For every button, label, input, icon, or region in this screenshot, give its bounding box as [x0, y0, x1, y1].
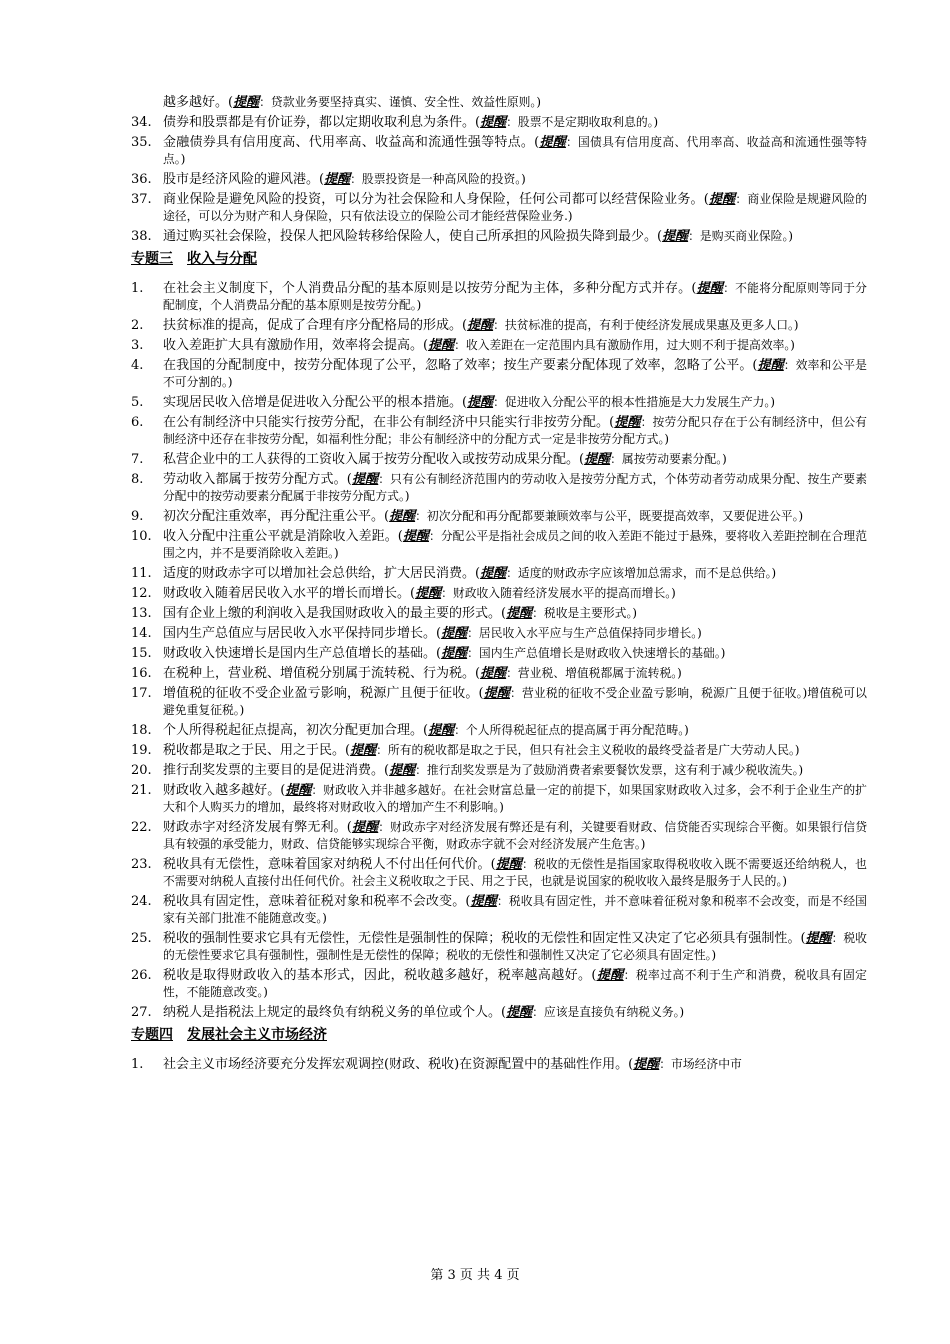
tip-text: ：营业税、增值税都属于流转税。) [506, 666, 682, 680]
item-text: 税收都是取之于民、用之于民。( [163, 743, 351, 758]
item-text: 收入分配中注重公平就是消除收入差距。( [163, 529, 403, 544]
page-footer: 第 3 页 共 4 页 [430, 1268, 520, 1283]
list-item [131, 782, 867, 816]
list-item [131, 280, 867, 314]
list-item [131, 228, 867, 245]
list-item [131, 451, 867, 468]
tip-text: ：按劳分配只存在于公有制经济中，但公有制经济中还存在非按劳分配，如福利性分配；非公有制经济中的分配方式一定是非按劳分配方式。) [163, 415, 867, 446]
tip-text: ：财政赤字对经济发展有弊还是有利，关键要看财政、信贷能否实现综合平衡。如果银行信贷具有较强的承受能力，财政、信贷能够实现综合平衡，财政赤字就不会对经济发展产生危害。) [163, 820, 867, 851]
list-item [131, 856, 867, 890]
tip-text: ：居民收入水平应与生产总值保持同步增长。) [467, 626, 702, 640]
tip-label: 提醒 [350, 743, 377, 758]
item-text: 收入差距扩大具有激励作用，效率将会提高。( [163, 338, 429, 353]
item-number: 11. [131, 566, 152, 581]
tip-text: ：属按劳动要素分配。) [610, 452, 727, 466]
item-text: 债券和股票都是有价证券，都以定期收取利息为条件。( [163, 115, 481, 130]
item-text: 增值税的征收不受企业盈亏影响，税源广且便于征收。( [163, 686, 484, 701]
tip-text: ：税率过高不利于生产和消费，税收具有固定性，不能随意改变。) [163, 968, 867, 999]
item-text: 社会主义市场经济要充分发挥宏观调控(财政、税收)在资源配置中的基础性作用。( [163, 1057, 634, 1072]
item-text: 个人所得税起征点提高，初次分配更加合理。( [163, 723, 429, 738]
tip-label: 提醒 [539, 135, 566, 150]
item-text: 税收具有无偿性，意味着国家对纳税人不付出任何代价。( [163, 857, 496, 872]
list-item [131, 414, 867, 448]
tip-label: 提醒 [495, 857, 522, 872]
item-text: 推行刮奖发票的主要目的是促进消费。( [163, 763, 390, 778]
item-text: 税收具有固定性，意味着征税对象和税率不会改变。( [163, 894, 471, 909]
list-section-2 [131, 114, 867, 245]
list-item [131, 357, 867, 391]
list-item [131, 394, 867, 411]
list-section-4 [131, 1056, 867, 1073]
list-item [131, 1004, 867, 1021]
tip-text: ：贷款业务要坚持真实、谨慎、安全性、效益性原则。) [259, 95, 541, 109]
item-text: 适度的财政赤字可以增加社会总供给，扩大居民消费。( [163, 566, 481, 581]
section-title: 发展社会主义市场经济 [187, 1027, 327, 1043]
tip-text: ：适度的财政赤字应该增加总需求，而不是总供给。) [506, 566, 777, 580]
tip-label: 提醒 [233, 95, 260, 110]
tip-label: 提醒 [324, 172, 351, 187]
item-number: 25. [131, 931, 152, 946]
item-number: 5. [131, 395, 144, 410]
tip-label: 提醒 [662, 229, 689, 244]
item-text: 财政赤字对经济发展有弊无利。( [163, 820, 352, 835]
item-text: 通过购买社会保险，投保人把风险转移给保险人，使自己所承担的风险损失降到最少。( [163, 229, 663, 244]
item-number: 7. [131, 452, 144, 467]
tip-text: ：市场经济中市 [659, 1057, 742, 1071]
list-item [131, 1056, 867, 1073]
tip-text: ：应该是直接负有纳税义务。) [532, 1005, 685, 1019]
list-item [131, 625, 867, 642]
item-number: 35. [131, 135, 152, 150]
tip-text: ：税收的无偿性是指国家取得税收收入既不需要返还给纳税人，也不需要对纳税人直接付出任何代价。社会主义税收取之于民、用之于民，也就是说国家的税收收入最终是服务于人民的。) [163, 857, 867, 888]
list-item [131, 565, 867, 582]
tip-text: ：股票投资是一种高风险的投资。) [350, 172, 526, 186]
tip-label: 提醒 [757, 358, 784, 373]
tip-text: ：税收是主要形式。) [532, 606, 637, 620]
list-item [131, 171, 867, 188]
item-number: 20. [131, 763, 152, 778]
item-text: 劳动收入都属于按劳分配方式。( [163, 472, 352, 487]
list-item [131, 191, 867, 225]
tip-text: ：促进收入分配公平的根本性措施是大力发展生产力。) [493, 395, 775, 409]
tip-label: 提醒 [483, 686, 510, 701]
item-number: 16. [131, 666, 152, 681]
item-number: 15. [131, 646, 152, 661]
list-item [131, 585, 867, 602]
tip-text: ：推行刮奖发票是为了鼓励消费者索要餐饮发票，这有利于减少税收流失。) [415, 763, 804, 777]
tip-label: 提醒 [441, 626, 468, 641]
tip-text: ：不能将分配原则等同于分配制度，个人消费品分配的基本原则是按劳分配。) [163, 281, 867, 312]
tip-text: ：所有的税收都是取之于民，但只有社会主义税收的最终受益者是广大劳动人民。) [376, 743, 800, 757]
tip-text: ：财政收入随着经济发展水平的提高而增长。) [441, 586, 676, 600]
tip-label: 提醒 [696, 281, 724, 296]
item-text: 在我国的分配制度中，按劳分配体现了公平，忽略了效率；按生产要素分配体现了效率，忽略了公平。( [163, 358, 758, 373]
continued-line [131, 94, 867, 111]
item-number: 3. [131, 338, 144, 353]
item-number: 9. [131, 509, 144, 524]
item-text: 股市是经济风险的避风港。( [163, 172, 325, 187]
item-text: 纳税人是指税法上规定的最终负有纳税义务的单位或个人。( [163, 1005, 507, 1020]
tip-text: ：营业税的征收不受企业盈亏影响，税源广且便于征收。)增值税可以避免重复征税。) [163, 686, 867, 717]
item-number: 26. [131, 968, 152, 983]
list-item [131, 114, 867, 131]
item-number: 24. [131, 894, 152, 909]
item-number: 13. [131, 606, 152, 621]
tip-label: 提醒 [467, 318, 494, 333]
tip-text: ：商业保险是规避风险的途径，可以分为财产和人身保险，只有依法设立的保险公司才能经营保险业务.) [163, 192, 867, 223]
item-number: 4. [131, 358, 144, 373]
tip-text: ：财政收入并非越多越好。在社会财富总量一定的前提下，如果国家财政收入过多，会不利于企业生产的扩大和个人购买力的增加，最终将对财政收入的增加产生不利影响。) [163, 783, 867, 814]
tip-label: 提醒 [351, 472, 379, 487]
page-content [131, 94, 867, 1073]
tip-text: ：股票不是定期收取利息的。) [506, 115, 659, 129]
list-item [131, 762, 867, 779]
list-item [131, 819, 867, 853]
tip-label: 提醒 [506, 606, 533, 621]
item-number: 14. [131, 626, 152, 641]
tip-label: 提醒 [441, 646, 468, 661]
list-item [131, 930, 867, 964]
tip-label: 提醒 [596, 968, 624, 983]
item-number: 27. [131, 1005, 152, 1020]
item-text: 商业保险是避免风险的投资，可以分为社会保险和人身保险，任何公司都可以经营保险业务。( [163, 192, 709, 207]
list-item [131, 528, 867, 562]
tip-text: ：分配公平是指社会成员之间的收入差距不能过于悬殊，要将收入差距控制在合理范围之内，并不是要消除收入差距。) [163, 529, 867, 560]
item-text: 初次分配注重效率，再分配注重公平。( [163, 509, 390, 524]
tip-text: ：只有公有制经济范围内的劳动收入是按劳分配方式，个体劳动者劳动成果分配、按生产要素分配中的按劳动要素分配属于非按劳分配方式。) [163, 472, 867, 503]
item-number: 36. [131, 172, 152, 187]
item-number: 19. [131, 743, 152, 758]
list-item [131, 508, 867, 525]
list-item [131, 665, 867, 682]
item-number: 37. [131, 192, 152, 207]
tip-label: 提醒 [389, 763, 416, 778]
item-number: 1. [131, 1057, 144, 1072]
section-heading-3 [131, 250, 867, 268]
tip-label: 提醒 [415, 586, 442, 601]
item-number: 6. [131, 415, 144, 430]
tip-label: 提醒 [389, 509, 416, 524]
item-text: 金融债券具有信用度高、代用率高、收益高和流通性强等特点。( [163, 135, 540, 150]
item-number: 18. [131, 723, 152, 738]
item-number: 2. [131, 318, 144, 333]
section-title: 收入与分配 [187, 251, 257, 267]
section-label: 专题三 [131, 251, 173, 267]
tip-label: 提醒 [614, 415, 641, 430]
tip-text: ：税收的无偿性要求它具有强制性，强制性是无偿性的保障；税收的无偿性和强制性又决定了它必须具有固定性。) [163, 931, 867, 962]
item-text: 实现居民收入倍增是促进收入分配公平的根本措施。( [163, 395, 468, 410]
item-number: 38. [131, 229, 152, 244]
item-number: 34. [131, 115, 152, 130]
tip-label: 提醒 [480, 566, 507, 581]
list-item [131, 471, 867, 505]
tip-label: 提醒 [584, 452, 611, 467]
tip-text: ：是购买商业保险。) [688, 229, 793, 243]
tip-label: 提醒 [467, 395, 494, 410]
item-text: 在公有制经济中只能实行按劳分配，在非公有制经济中只能实行非按劳分配。( [163, 415, 615, 430]
item-number: 17. [131, 686, 152, 701]
section-heading-4 [131, 1026, 867, 1044]
tip-label: 提醒 [708, 192, 736, 207]
tip-text: ：个人所得税起征点的提高属于再分配范畴。) [454, 723, 689, 737]
section-label: 专题四 [131, 1027, 173, 1043]
tip-text: ：扶贫标准的提高，有利于使经济发展成果惠及更多人口。) [493, 318, 799, 332]
list-item [131, 605, 867, 622]
item-number: 12. [131, 586, 152, 601]
list-item [131, 967, 867, 1001]
item-text: 税收是取得财政收入的基本形式，因此，税收越多越好，税率越高越好。( [163, 968, 597, 983]
tip-label: 提醒 [470, 894, 497, 909]
tip-label: 提醒 [480, 115, 507, 130]
list-item [131, 645, 867, 662]
tip-label: 提醒 [506, 1005, 533, 1020]
tip-text: ：国债具有信用度高、代用率高、收益高和流通性强等特点。) [163, 135, 867, 166]
list-section-3 [131, 280, 867, 1021]
item-text: 税收的强制性要求它具有无偿性，无偿性是强制性的保障；税收的无偿性和固定性又决定了它必须具有强制性。( [163, 931, 806, 946]
item-number: 22. [131, 820, 152, 835]
item-text: 国内生产总值应与居民收入水平保持同步增长。( [163, 626, 442, 641]
list-item [131, 685, 867, 719]
tip-label: 提醒 [285, 783, 312, 798]
list-item [131, 742, 867, 759]
tip-text: ：初次分配和再分配都要兼顾效率与公平，既要提高效率，又要促进公平。) [415, 509, 804, 523]
item-text: 国有企业上缴的利润收入是我国财政收入的最主要的形式。( [163, 606, 507, 621]
item-number: 10. [131, 529, 152, 544]
tip-label: 提醒 [633, 1057, 660, 1072]
tip-text: ：国内生产总值增长是财政收入快速增长的基础。) [467, 646, 726, 660]
list-item [131, 337, 867, 354]
item-number: 1. [131, 281, 144, 296]
tip-label: 提醒 [428, 338, 455, 353]
list-item [131, 134, 867, 168]
tip-text: ：税收具有固定性，并不意味着征税对象和税率不会改变，而是不经国家有关部门批准不能随意改变。) [163, 894, 867, 925]
item-text: 在社会主义制度下，个人消费品分配的基本原则是以按劳分配为主体，多种分配方式并存。( [163, 281, 697, 296]
item-text: 财政收入越多越好。( [163, 783, 286, 798]
item-text: 私营企业中的工人获得的工资收入属于按劳分配收入或按劳动成果分配。( [163, 452, 585, 467]
continued-text: 越多越好。( [163, 95, 234, 110]
tip-label: 提醒 [428, 723, 455, 738]
item-text: 财政收入快速增长是国内生产总值增长的基础。( [163, 646, 442, 661]
tip-text: ：效率和公平是不可分割的。) [163, 358, 867, 389]
list-item [131, 893, 867, 927]
item-text: 在税种上，营业税、增值税分别属于流转税、行为税。( [163, 666, 481, 681]
list-item [131, 722, 867, 739]
list-item [131, 317, 867, 334]
tip-label: 提醒 [805, 931, 832, 946]
item-text: 扶贫标准的提高，促成了合理有序分配格局的形成。( [163, 318, 468, 333]
tip-label: 提醒 [351, 820, 379, 835]
item-number: 23. [131, 857, 152, 872]
tip-label: 提醒 [402, 529, 429, 544]
tip-label: 提醒 [480, 666, 507, 681]
item-number: 8. [131, 472, 144, 487]
item-text: 财政收入随着居民收入水平的增长而增长。( [163, 586, 416, 601]
item-number: 21. [131, 783, 152, 798]
tip-text: ：收入差距在一定范围内具有激励作用，过大则不利于提高效率。) [454, 338, 795, 352]
